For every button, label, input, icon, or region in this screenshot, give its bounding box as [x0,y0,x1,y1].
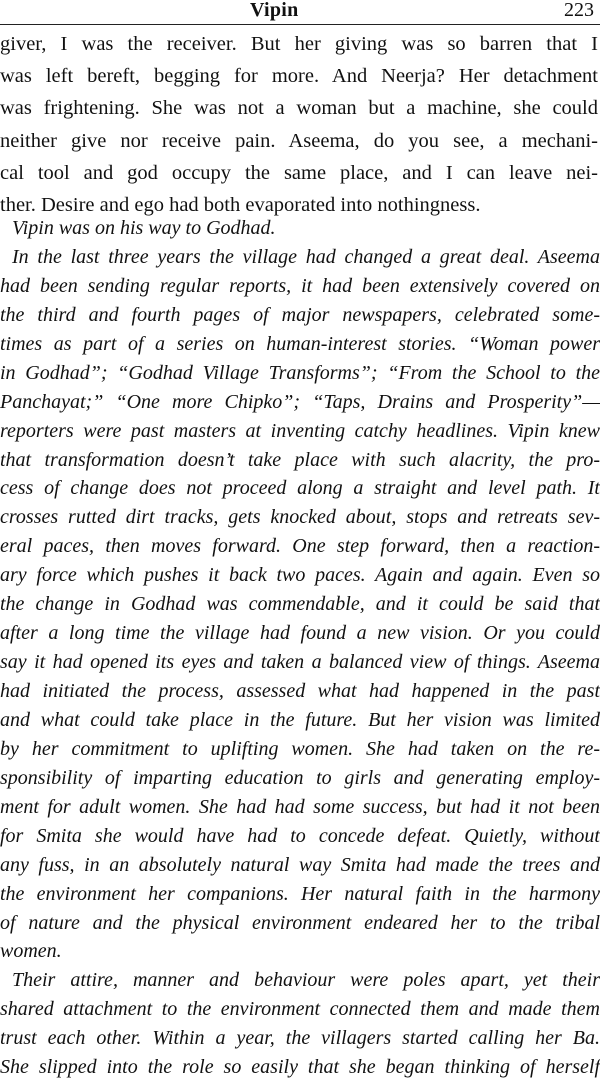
text-line: cal tool and god occupy the same place, and I can leave nei- [0,161,598,184]
text-line: the third and fourth pages of major newspapers, celebrated some- [0,303,600,326]
lead-paragraph [0,28,598,221]
text-line: eral paces, then moves forward. One step forward, then a reaction- [0,535,600,558]
text-line: Vipin was on his way to Godhad. [12,217,276,239]
text-line: She slipped into the role so easily that she began thinking of herself [0,1056,600,1079]
text-line: Panchayat;” “One more Chipko”; “Taps, Drains and Prosperity”— [0,390,600,413]
text-line: by her commitment to uplifting women. She had taken on the re- [0,737,600,760]
text-line: reporters were past masters at inventing catchy headlines. Vipin knew [0,419,600,442]
text-line: trust each other. Within a year, the villagers started calling her Ba. [0,1027,600,1050]
text-line: the environment her companions. Her natural faith in the harmony [0,882,600,905]
text-line: In the last three years the village had changed a great deal. Aseema [12,245,600,268]
text-line: women. [0,940,62,963]
text-line: had initiated the process, assessed what had happened in the past [0,680,600,702]
text-line: after a long time the village had found a new vision. Or you could [0,622,600,645]
text-line: neither give nor receive pain. Aseema, do you see, a mechani- [0,129,598,152]
text-line: say it had opened its eyes and taken a balanced view of things. Aseema [0,651,600,674]
text-line: of nature and the physical environment endeared her to the tribal [0,911,600,934]
text-line: shared attachment to the environment connected them and made them [0,998,600,1021]
text-line: ment for adult women. She had had some success, but had it not been [0,795,600,818]
text-line: cess of change does not proceed along a straight and level path. It [0,477,600,500]
text-line: that transformation doesn’t take place with such alacrity, the pro- [0,448,600,471]
text-line: and what could take place in the future. But her vision was limited [0,708,600,731]
text-line: for Smita she would have had to concede defeat. Quietly, without [0,824,600,847]
running-title: Vipin [250,0,299,21]
text-line: sponsibility of imparting education to girls and generating employ- [0,766,600,789]
text-line: any fuss, in an absolutely natural way Smita had made the trees and [0,853,600,876]
text-line: crosses rutted dirt tracks, gets knocked about, stops and retreats sev- [0,506,600,529]
text-line: was left bereft, begging for more. And Neerja? Her detachment [0,65,598,88]
text-line: in Godhad”; “Godhad Village Transforms”; “From the School to the [0,361,600,384]
text-line: Their attire, manner and behaviour were poles apart, yet their [12,969,600,992]
page-number: 223 [564,0,594,21]
text-line: ary force which pushes it back two paces. Again and again. Even so [0,564,600,587]
text-line: had been sending regular reports, it had been extensively covered on [0,274,600,297]
italic-section [0,214,600,1082]
text-line: the change in Godhad was commendable, and it could be said that [0,593,600,616]
text-line: ther. Desire and ego had both evaporated into nothingness. [0,193,481,216]
running-head [0,0,600,25]
text-line: giver, I was the receiver. But her giving was so barren that I [0,33,598,55]
text-line: times as part of a series on human-interest stories. “Woman power [0,332,600,355]
text-line: was frightening. She was not a woman but a machine, she could [0,97,598,120]
